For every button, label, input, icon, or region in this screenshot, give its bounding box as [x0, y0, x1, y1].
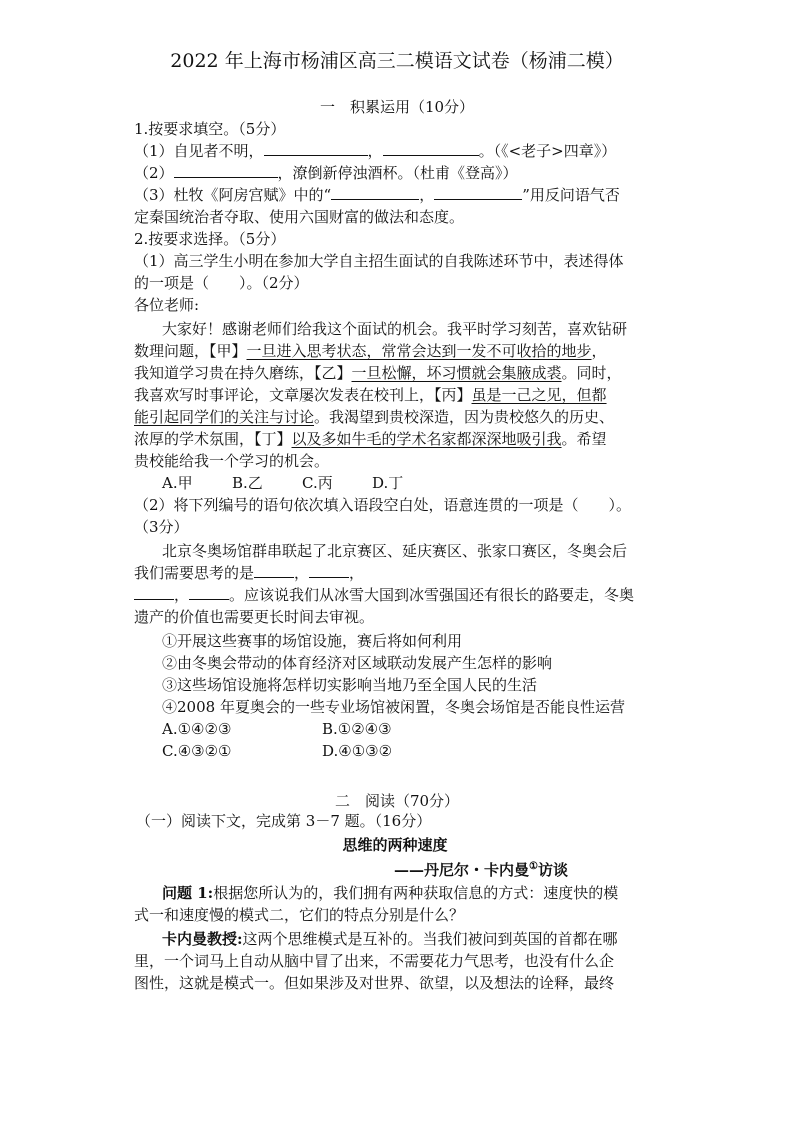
passage-line: 遗产的价值也需要更长时间去审视。 — [134, 608, 375, 626]
q2-part2-stem-cont: （3分） — [134, 518, 189, 536]
option-c[interactable]: C.丙 — [302, 474, 333, 492]
interview-answer-cont: 里，一个词马上自动从脑中冒了出来，不需要花力气思考，也没有什么企 — [134, 952, 615, 970]
answer-blank[interactable] — [189, 585, 229, 600]
option-c[interactable]: C.④③②① — [162, 742, 232, 760]
sentence-2: ②由冬奥会带动的体育经济对区域联动发展产生怎样的影响 — [162, 654, 553, 672]
underlined-phrase-ding: 以及多如牛毛的学术名家都深深地吸引我 — [291, 430, 562, 448]
q2-part2-stem: （2）将下列编号的语句依次填入语段空白处，语意连贯的一项是（ ）。 — [134, 496, 632, 514]
passage-line: 北京冬奥场馆群串联起了北京赛区、延庆赛区、张家口赛区，冬奥会后 — [162, 542, 628, 560]
speech-line: 我知道学习贵在持久磨练，【乙】一旦松懈，坏习惯就会集腋成裘。同时， — [134, 364, 622, 382]
answer-label: 卡内曼教授: — [162, 930, 243, 948]
q2-part1-options — [162, 472, 442, 494]
speech-line: 数理问题，【甲】一旦进入思考状态，常常会达到一发不可收拾的地步， — [134, 342, 607, 360]
passage-line: 我们需要思考的是 ， ， — [134, 564, 365, 582]
option-d[interactable]: D.丁 — [372, 474, 404, 492]
speech-greeting: 各位老师: — [134, 296, 200, 314]
underlined-phrase-bing-cont: 能引起同学们的关注与讨论 — [134, 408, 315, 426]
q2-part2-options-row2 — [162, 740, 392, 762]
question-label: 问题 1: — [162, 884, 214, 902]
q1-stem: 1.按要求填空。（5分） — [134, 120, 286, 138]
exam-title: 2022 年上海市杨浦区高三二模语文试卷（杨浦二模） — [170, 50, 624, 72]
q2-stem: 2.按要求选择。（5分） — [134, 230, 286, 248]
speech-line: 能引起同学们的关注与讨论。我渴望到贵校深造，因为贵校悠久的历史、 — [134, 408, 615, 426]
q1-item-3: （3）杜牧《阿房宫赋》中的“ ， ”用反问语气否 — [134, 186, 620, 204]
interview-answer-cont: 图性，这就是模式一。但如果涉及对世界、欲望，以及想法的诠释，最终 — [134, 974, 615, 992]
underlined-phrase-jia: 一旦进入思考状态，常常会达到一发不可收拾的地步 — [246, 342, 592, 360]
option-b[interactable]: B.乙 — [232, 474, 263, 492]
answer-blank[interactable] — [309, 563, 349, 578]
q1-item-3-cont: 定秦国统治者夺取、使用六国财富的做法和态度。 — [134, 208, 465, 226]
section-heading-accumulation: 一 积累运用（10分） — [319, 98, 475, 116]
answer-blank[interactable] — [174, 163, 278, 178]
answer-blank[interactable] — [331, 185, 419, 200]
sentence-4: ④2008 年夏奥会的一些专业场馆被闲置，冬奥会场馆是否能良性运营 — [162, 698, 625, 716]
answer-blank[interactable] — [434, 185, 522, 200]
q2-part1-stem-cont: 的一项是（ ）。（2分） — [134, 274, 309, 292]
article-author: ——丹尼尔・卡内曼①访谈 — [394, 861, 568, 879]
reading-sub-instruction: （一）阅读下文，完成第 3－7 题。（16分） — [136, 812, 432, 830]
speech-line: 浓厚的学术氛围，【丁】以及多如牛毛的学术名家都深深地吸引我。希望 — [134, 430, 607, 448]
underlined-phrase-bing: 虽是一己之见，但都 — [471, 386, 607, 404]
option-a[interactable]: A.①④②③ — [162, 720, 232, 738]
q2-part2-options-row1 — [162, 718, 392, 740]
option-b[interactable]: B.①②④③ — [322, 720, 392, 738]
section-heading-reading: 二 阅读（70分） — [334, 792, 460, 810]
speech-line: 我喜欢写时事评论，文章屡次发表在校刊上，【丙】虽是一己之见，但都 — [134, 386, 607, 404]
q1-item-1: （1）自见者不明， ， 。（《<老子>四章》） — [134, 142, 617, 160]
footnote-marker: ① — [529, 861, 538, 872]
passage-line: ， 。应该说我们从冰雪大国到冰雪强国还有很长的路要走，冬奥 — [134, 584, 634, 606]
interview-question-cont: 式一和速度慢的模式二，它们的特点分别是什么？ — [134, 906, 465, 924]
sentence-1: ①开展这些赛事的场馆设施，赛后将如何利用 — [162, 632, 463, 650]
underlined-phrase-yi: 一旦松懈，坏习惯就会集腋成裘 — [351, 364, 562, 382]
option-d[interactable]: D.④①③② — [322, 742, 393, 760]
answer-blank[interactable] — [254, 563, 294, 578]
interview-answer: 卡内曼教授:这两个思维模式是互补的。当我们被问到英国的首都在哪 — [162, 930, 618, 948]
speech-line: 大家好！感谢老师们给我这个面试的机会。我平时学习刻苦，喜欢钻研 — [162, 320, 628, 338]
option-a[interactable]: A.甲 — [162, 474, 193, 492]
interview-question: 问题 1:根据您所认为的，我们拥有两种获取信息的方式：速度快的模 — [162, 884, 619, 902]
q1-item-2: （2） ，潦倒新停浊酒杯。（杜甫《登高》） — [134, 164, 518, 182]
q2-part1-stem: （1）高三学生小明在参加大学自主招生面试的自我陈述环节中，表述得体 — [134, 252, 624, 270]
answer-blank[interactable] — [134, 585, 174, 600]
sentence-3: ③这些场馆设施将怎样切实影响当地乃至全国人民的生活 — [162, 676, 538, 694]
article-title: 思维的两种速度 — [342, 836, 448, 854]
speech-line: 贵校能给我一个学习的机会。 — [134, 452, 330, 470]
answer-blank[interactable] — [264, 141, 368, 156]
answer-blank[interactable] — [383, 141, 479, 156]
